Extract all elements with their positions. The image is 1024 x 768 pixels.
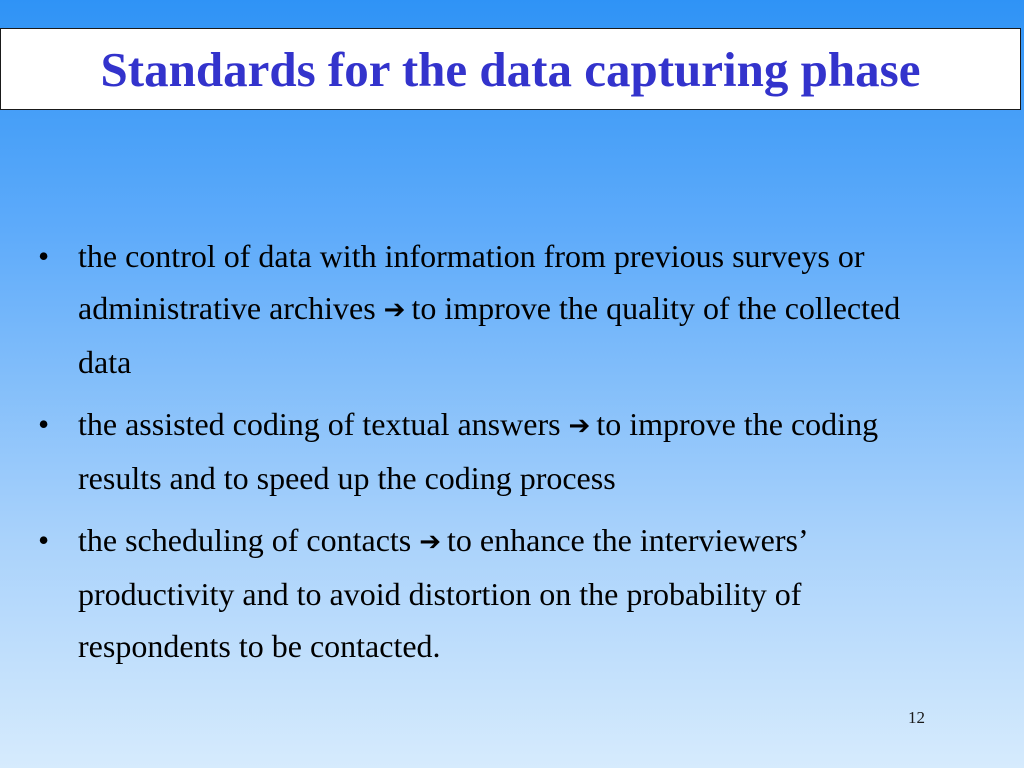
bullet-lead-text: the assisted coding of textual answers	[78, 406, 561, 442]
title-box	[0, 28, 1021, 110]
bullet-tail-text: to improve the quality of the collected data	[78, 290, 901, 380]
right-arrow-icon: ➔	[419, 527, 442, 557]
bullet-marker: •	[38, 406, 50, 442]
slide-title: Standards for the data capturing phase	[100, 41, 921, 97]
bullet-lead-text: the control of data with information from previous surveys or administrative archives	[78, 238, 865, 326]
bullet-list	[38, 230, 958, 682]
page-number: 12	[908, 708, 925, 727]
bullet-marker: •	[38, 522, 50, 558]
right-arrow-icon: ➔	[568, 411, 591, 441]
right-arrow-icon: ➔	[383, 295, 406, 325]
bullet-item	[38, 514, 958, 672]
bullet-tail-text: to improve the coding results and to speed up the coding process	[78, 406, 879, 496]
bullet-marker: •	[38, 238, 50, 274]
bullet-item	[38, 230, 958, 388]
bullet-item	[38, 398, 958, 504]
bullet-tail-text: to enhance the interviewers’ productivity and to avoid distortion on the probability of respondents to be contacted.	[78, 522, 807, 664]
bullet-lead-text: the scheduling of contacts	[78, 522, 412, 558]
